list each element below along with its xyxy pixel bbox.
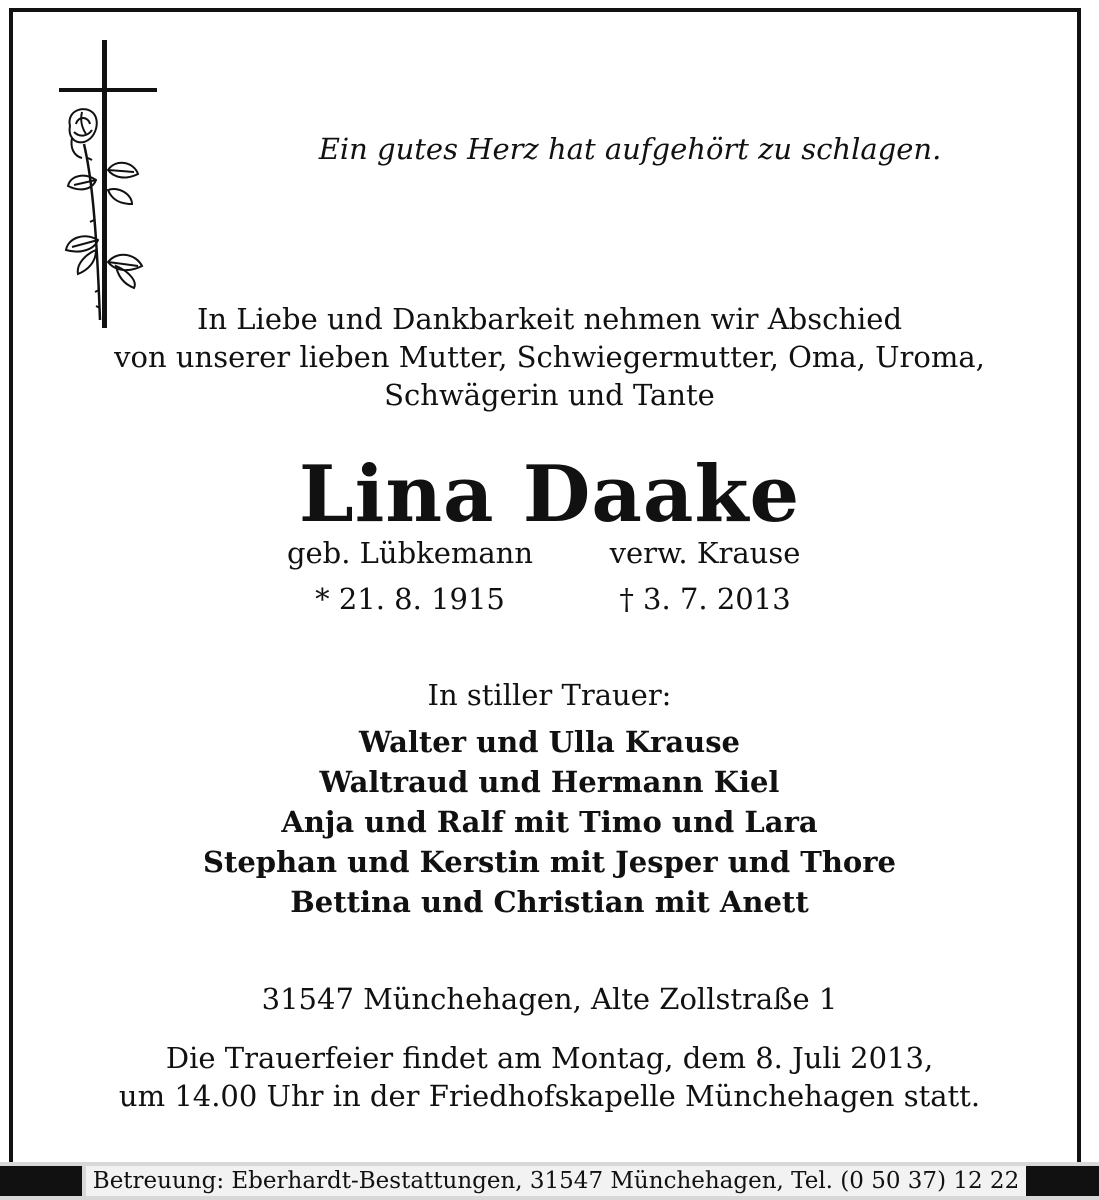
service-line: um 14.00 Uhr in der Friedhofskapelle Münchehagen statt. — [118, 1079, 981, 1113]
cross-with-rose-icon — [56, 40, 160, 330]
birth-date: * 21. 8. 1915 — [315, 582, 505, 616]
intro-line: In Liebe und Dankbarkeit nehmen wir Abschied — [196, 302, 903, 336]
service-info — [0, 1039, 1099, 1115]
mourning-label: In stiller Trauer: — [427, 678, 672, 712]
mourner-item: Walter und Ulla Krause — [359, 725, 740, 759]
deceased-name: Lina Daake — [298, 449, 801, 540]
intro-text — [0, 300, 1099, 414]
motto: Ein gutes Herz hat aufgehört zu schlagen. — [318, 132, 942, 166]
service-line: Die Trauerfeier findet am Montag, dem 8. Juli 2013, — [165, 1041, 934, 1075]
birth-name: geb. Lübkemann — [286, 536, 534, 570]
mourners-list — [0, 722, 1099, 922]
death-date: † 3. 7. 2013 — [619, 582, 791, 616]
mourner-item: Anja und Ralf mit Timo und Lara — [281, 805, 818, 839]
intro-line: Schwägerin und Tante — [384, 378, 715, 412]
mourner-item: Bettina und Christian mit Anett — [290, 885, 809, 919]
address: 31547 Münchehagen, Alte Zollstraße 1 — [261, 982, 838, 1016]
footer-bar-left — [0, 1166, 82, 1196]
mourner-item: Stephan und Kerstin mit Jesper und Thore — [203, 845, 896, 879]
footer-undertaker: Betreuung: Eberhardt-Bestattungen, 31547 Münchehagen, Tel. (0 50 37) 12 22 — [86, 1166, 1026, 1196]
mourner-item: Waltraud und Hermann Kiel — [319, 765, 780, 799]
intro-line: von unserer lieben Mutter, Schwiegermutter, Oma, Uroma, — [114, 340, 985, 374]
widowed-name: verw. Krause — [609, 536, 801, 570]
footer-bar-right — [1023, 1166, 1099, 1196]
